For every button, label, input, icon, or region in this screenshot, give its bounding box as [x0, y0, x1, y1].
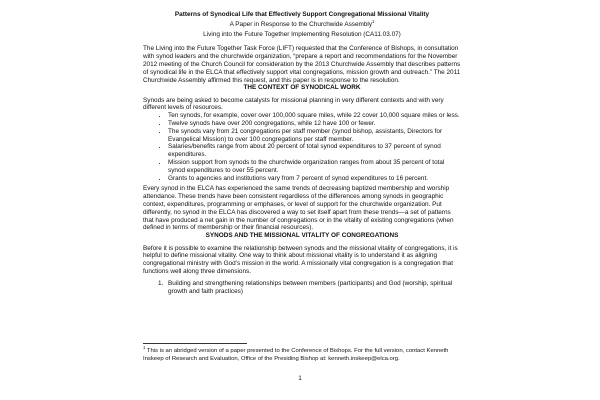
footnote-body: This is an abridged version of a paper presented to the Conference of Bishops. For the full version, contact Kenneth Inskeep of Research and Evaluation, Office of the Presiding Bishop at: kenneth.inskeep@elca.org. [143, 347, 449, 362]
document-body [143, 10, 461, 295]
section1-closing-paragraph: Every synod in the ELCA has experienced the same trends of decreasing baptized membership and worship attendance. These trends have been consistent regardless of the differences among synods in geographic context, expenditures, programming or emphases, or level of support for the churchwide organization. Put differently, no synod in the ELCA has discovered a way to set itself apart from these trends—a set of patterns that have produced a net gain in the number of congregations or in the vitality of existing congregations (when defined in terms of membership or their financial resources). [143, 185, 454, 232]
document-subtitle [143, 20, 461, 30]
footnote-separator-rule [143, 343, 247, 344]
bullet-item-congregations: • Twelve synods have over 200 congregations, while 12 have 100 or fewer. [168, 120, 461, 128]
numbered-item-text: Building and strengthening relationships between members (participants) and God (worship, spiritual growth and faith practices) [168, 279, 453, 295]
synod-context-bullet-list [143, 112, 461, 182]
bullet-item-grants: • Grants to agencies and institutions vary from 7 percent of synod expenditures to 16 percent. [168, 175, 461, 183]
numbered-item-relationships-with-god [143, 280, 461, 296]
bullet-item-square-miles: • Ten synods, for example, cover over 100,000 square miles, while 22 cover 10,000 square miles or less. [168, 112, 461, 120]
section-heading-context-of-synodical-work: THE CONTEXT OF SYNODICAL WORK [243, 84, 361, 92]
title-block [143, 10, 461, 39]
page-number: 1 [298, 375, 302, 382]
footnote-text [143, 344, 458, 363]
footnote-reference-superscript: 1 [372, 18, 375, 24]
bullet-item-salaries: • Salaries/benefits range from about 20 percent of total synod expenditures to 37 percent of synod expenditures. [168, 143, 461, 159]
numbered-item-marker: 1. [158, 279, 164, 287]
subtitle-text: A Paper in Response to the Churchwide Assembly [229, 20, 373, 28]
document-title: Patterns of Synodical Life that Effectively Support Congregational Missional Vitality [174, 11, 430, 18]
vitality-dimension-list [143, 280, 461, 296]
intro-paragraph: The Living into the Future Together Task Force (LIFT) requested that the Conference of Bishops, in consultation with synod leaders and the churchwide organization, “prepare a report and recommendations for the November 2012 meeting of the Church Council for consideration by the 2013 Churchwide Assembly that describes patterns of synodical life in the ELCA that effectively support vital congregations, mission growth and outreach.” The 2011 Churchwide Assembly affirmed this request, and this paper is in response to the resolution. [143, 45, 461, 84]
footnote-marker: 1 [143, 344, 146, 350]
section1-lead-paragraph: Synods are being asked to become catalysts for missional planning in very different contexts and with very different levels of resources. [143, 96, 444, 112]
section2-lead-paragraph: Before it is possible to examine the relationship between synods and the missional vitality of congregations, it is helpful to define missional vitality. One way to think about missional vitality is to understand it as aligning congregational ministry with God’s mission in the world. A missionally vital congregation is a congregation that functions well along three dimensions. [143, 244, 458, 275]
resolution-line: Living into the Future Together Implementing Resolution (CA11.03.07) [203, 30, 401, 38]
bullet-item-staff-ratio: • The synods vary from 21 congregations per staff member (synod bishop, assistants, Directors for Evangelical Mission) to over 100 congregations per staff member. [168, 128, 461, 144]
bullet-item-mission-support: • Mission support from synods to the churchwide organization ranges from about 35 percent of total synod expenditures to over 55 percent. [168, 159, 461, 175]
section-heading-missional-vitality: SYNODS AND THE MISSIONAL VITALITY OF CONGREGATIONS [205, 232, 399, 240]
footnote-area [143, 343, 458, 363]
